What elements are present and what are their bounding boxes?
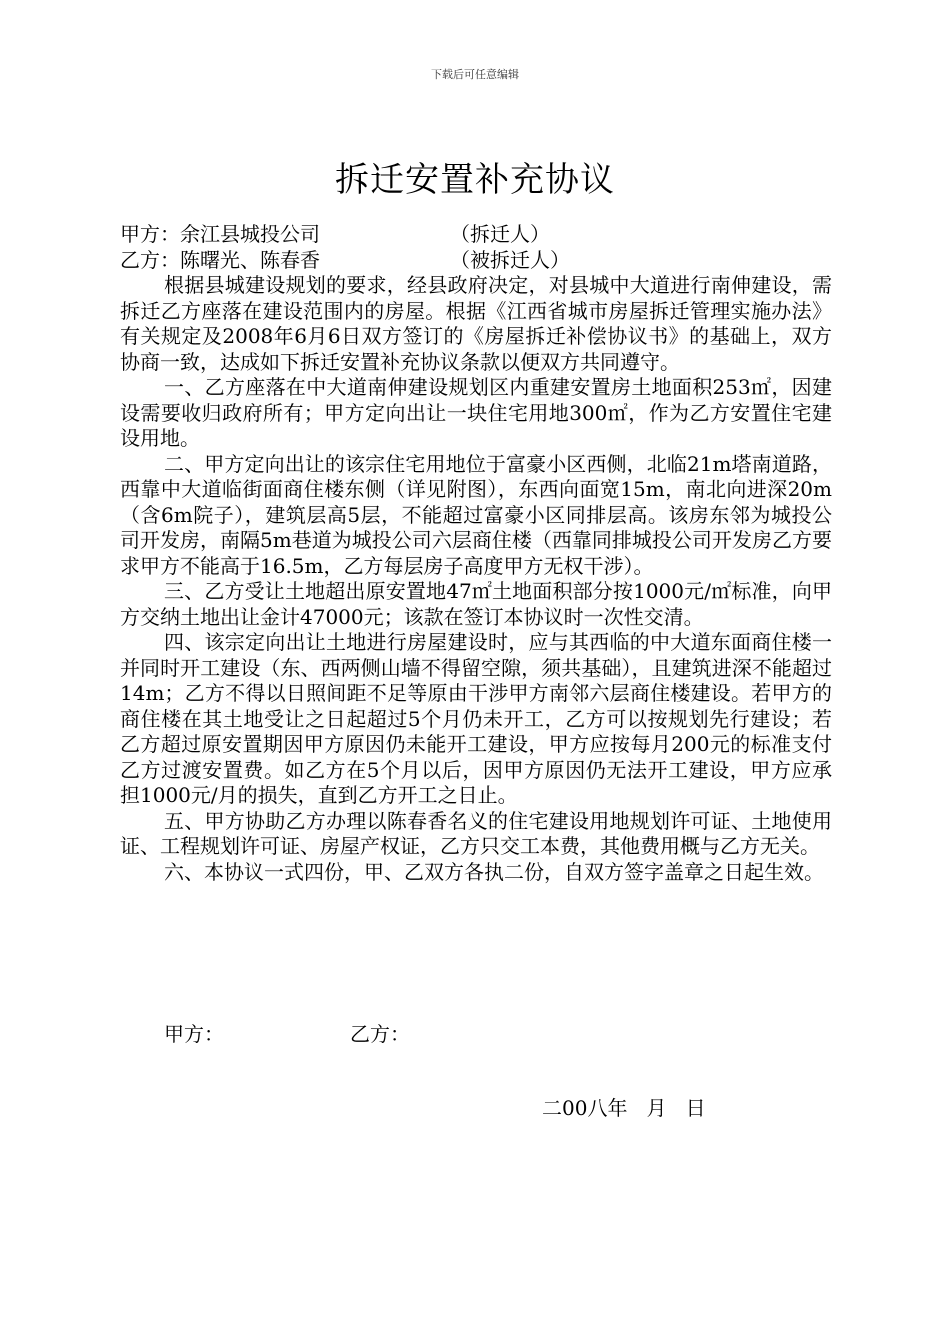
party-b-line [120,248,832,274]
party-b-signature-label: 乙方： [350,1022,410,1046]
clause-4-paragraph: 四、该宗定向出让土地进行房屋建设时，应与其西临的中大道东面商住楼一并同时开工建设（东、西两侧山墙不得留空隙，须共基础），且建筑进深不能超过14m；乙方不得以日照间距不足等原由干涉甲方南邻六层商住楼建设。若甲方的商住楼在其土地受让之日起超过5个月仍未开工，乙方可以按规划先行建设；若乙方超过原安置期因甲方原因仍未能开工建设，甲方应按每月200元的标准支付乙方过渡安置费。如乙方在5个月以后，因甲方原因仍无法开工建设，甲方应承担1000元/月的损失，直到乙方开工之日止。 [120,630,832,807]
preamble-paragraph: 根据县城建设规划的要求，经县政府决定，对县城中大道进行南伸建设，需拆迁乙方座落在建设范围内的房屋。根据《江西省城市房屋拆迁管理实施办法》有关规定及2008年6月6日双方签订的《房屋拆迁补偿协议书》的基础上，双方协商一致，达成如下拆迁安置补充协议条款以便双方共同遵守。 [120,273,832,374]
party-a-role: （拆迁人） [450,222,550,246]
header-note: 下载后可任意编辑 [431,68,519,81]
clause-1-paragraph: 一、乙方座落在中大道南伸建设规划区内重建安置房土地面积253㎡，因建设需要收归政府所有；甲方定向出让一块住宅用地300㎡，作为乙方安置住宅建设用地。 [120,375,832,450]
party-a-name: 甲方：余江县城投公司 [120,222,320,246]
date-line: 二00八年 月 日 [542,1096,706,1120]
clause-2-paragraph: 二、甲方定向出让的该宗住宅用地位于富豪小区西侧，北临21m塔南道路，西靠中大道临街面商住楼东侧（详见附图），东西向面宽15m，南北向进深20m（含6m院子），建筑层高5层，不能超过富豪小区同排层高。该房东邻为城投公司开发房，南隔5m巷道为城投公司六层商住楼（西靠同排城投公司开发房乙方要求甲方不能高于16.5m，乙方每层房子高度甲方无权干涉）。 [120,451,832,578]
party-a-signature-label: 甲方： [164,1022,224,1046]
clause-3-paragraph: 三、乙方受让土地超出原安置地47㎡土地面积部分按1000元/㎡标准，向甲方交纳土地出让金计47000元；该款在签订本协议时一次性交清。 [120,579,832,629]
signature-row [164,1018,410,1047]
party-b-name: 乙方：陈曙光、陈春香 [120,247,320,272]
document-body [120,222,832,885]
document-title: 拆迁安置补充协议 [335,160,615,200]
party-a-line [120,222,832,248]
clause-6-paragraph: 六、本协议一式四份，甲、乙双方各执二份，自双方签字盖章之日起生效。 [164,859,824,884]
clause-5-paragraph: 五、甲方协助乙方办理以陈春香名义的住宅建设用地规划许可证、土地使用证、工程规划许可证、房屋产权证，乙方只交工本费，其他费用概与乙方无关。 [120,808,832,858]
party-b-role: （被拆迁人） [450,247,570,272]
